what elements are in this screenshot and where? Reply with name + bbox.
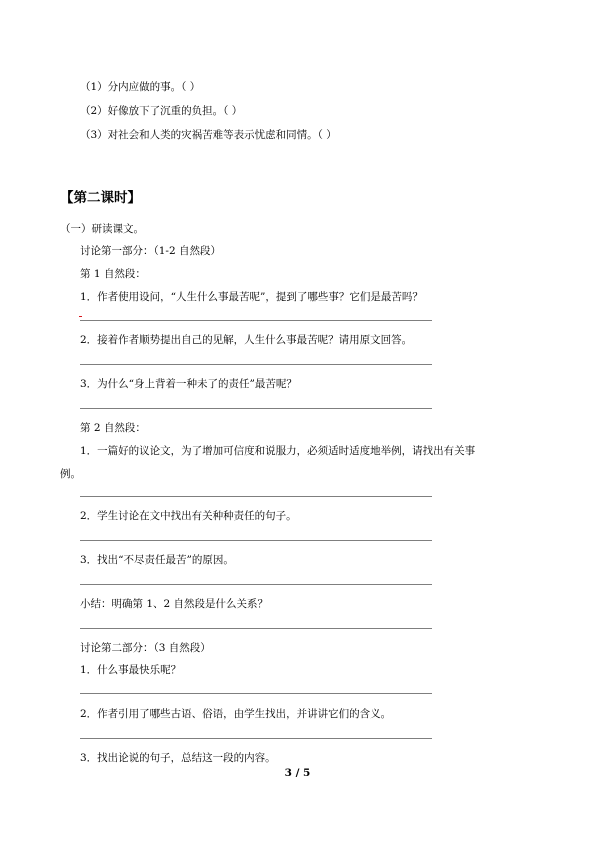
definition-item-1: （1）分内应做的事。（ ） — [80, 81, 201, 93]
part2-heading: 讨论第二部分：（3 自然段） — [80, 642, 211, 654]
para2-question-1-line2: 例。 — [60, 468, 81, 480]
answer-line — [80, 540, 432, 541]
para2-question-2: 2．学生讨论在文中找出有关种种责任的句子。 — [80, 510, 297, 522]
answer-line — [80, 584, 432, 585]
para1-question-2: 2．接着作者顺势提出自己的见解，人生什么事最苦呢？请用原文回答。 — [80, 334, 413, 346]
answer-line — [80, 693, 432, 694]
answer-line — [80, 320, 432, 321]
summary: 小结：明确第 1、2 自然段是什么关系？ — [80, 598, 269, 610]
definition-item-2: （2）好像放下了沉重的负担。（ ） — [80, 105, 243, 117]
part1-heading: 讨论第一部分：（1-2 自然段） — [80, 245, 221, 257]
para2-question-3: 3．找出“不尽责任最苦”的原因。 — [80, 554, 234, 566]
para1-question-1: 1．作者使用设问，“人生什么事最苦呢”，提到了哪些事？它们是最苦吗？ — [80, 291, 423, 303]
answer-line — [80, 364, 432, 365]
answer-line — [80, 738, 432, 739]
para2-label: 第 2 自然段： — [80, 422, 146, 434]
answer-line — [80, 408, 432, 409]
para1-label: 第 1 自然段： — [80, 268, 146, 280]
part2-question-2: 2．作者引用了哪些古语、俗语，由学生找出，并讲讲它们的含义。 — [80, 708, 392, 720]
study-heading: （一）研读课文。 — [60, 223, 144, 235]
red-mark — [79, 316, 82, 317]
para2-question-1-line1: 1．一篇好的议论文，为了增加可信度和说服力，必须适时适度地举例，请找出有关事 — [80, 445, 476, 457]
page-number: 3 / 5 — [284, 767, 311, 779]
para1-question-3: 3．为什么“身上背着一种未了的责任”最苦呢？ — [80, 378, 297, 390]
definition-item-3: （3）对社会和人类的灾祸苦难等表示忧虑和同情。（ ） — [80, 129, 337, 141]
part2-question-1: 1．什么事最快乐呢？ — [80, 664, 182, 676]
answer-line — [80, 628, 432, 629]
answer-line — [80, 496, 432, 497]
section-title: 【第二课时】 — [60, 190, 141, 206]
part2-question-3: 3．找出论说的句子，总结这一段的内容。 — [80, 752, 276, 764]
